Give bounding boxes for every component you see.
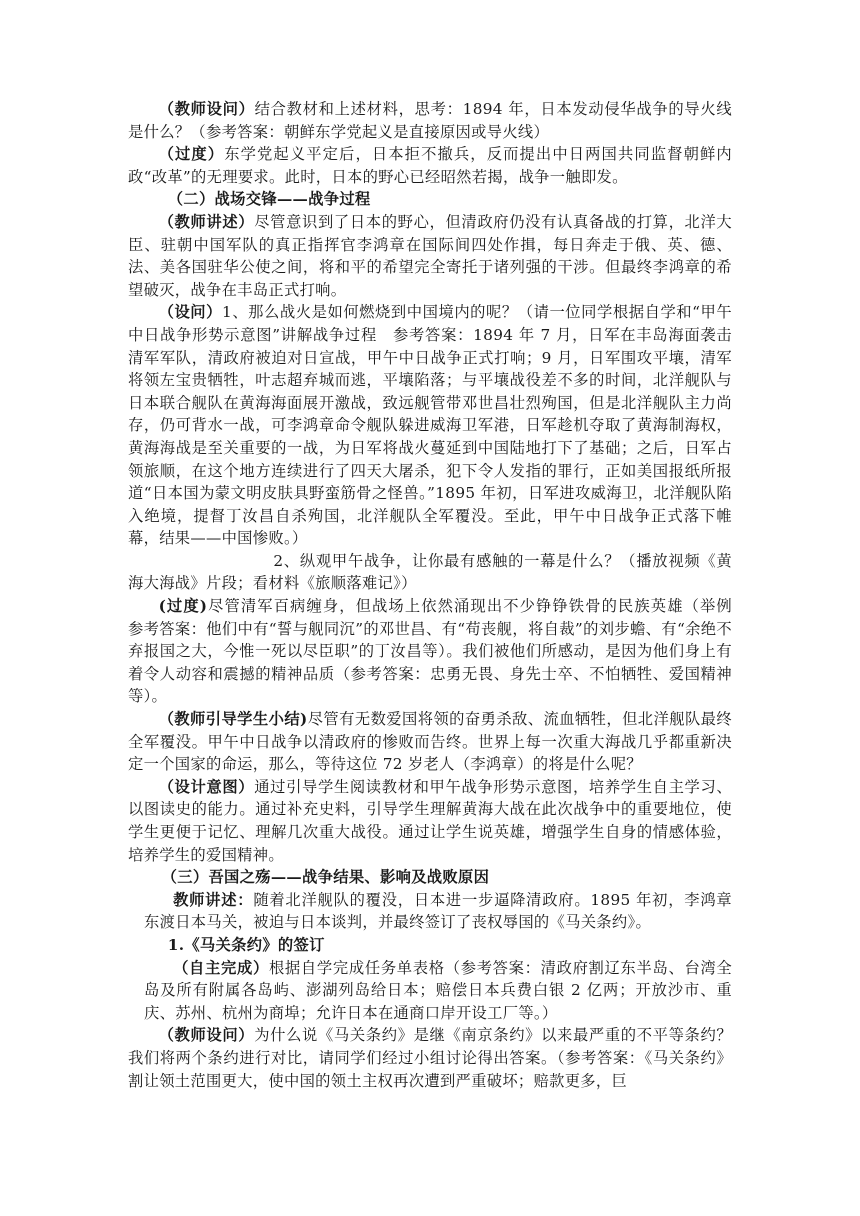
paragraph-text: 结合教材和上述材料，思考：1894 年，日本发动侵华战争的导火线是什么？（参考答案：朝鲜东学党起义是直接原因或导火线） (128, 100, 732, 141)
paragraph-text: 尽管清军百病缠身，但战场上依然涌现出不少铮铮铁骨的民族英雄（举例 参考答案：他们中有“誓与舰同沉”的邓世昌、有“苟丧舰，将自裁”的刘步蟾、有“余绝不弃报国之大，今惟一死以尽臣职”的丁汝昌等）。我们被他们所感动，是因为他们身上有着令人动容和震撼的精神品质（参考答案：忠勇无畏、身先士卒、不怕牺牲、爱国精神等）。 (128, 597, 748, 706)
paragraph-self-study (128, 957, 732, 1025)
paragraph-label: （教师讲述） (158, 212, 255, 231)
paragraph-label: （设计意图） (158, 777, 255, 796)
paragraph-label: （教师设问） (158, 1026, 255, 1045)
paragraph-text: 尽管意识到了日本的野心，但清政府仍没有认真备战的打算，北洋大臣、驻朝中国军队的真正指挥官李鸿章在国际间四处作揖，每日奔走于俄、英、德、法、美各国驻华公使之间，将和平的希望完全寄托于诸列强的干涉。但最终李鸿章的希望破灭，战争在丰岛正式打响。 (128, 212, 732, 299)
paragraph-question-war-process (128, 301, 732, 550)
paragraph-label: (过度) (158, 597, 208, 616)
paragraph-label: （教师引导学生小结) (158, 710, 308, 729)
paragraph-text: 根据自学完成任务单表格（参考答案：清政府割辽东半岛、台湾全岛及所有附属各岛屿、澎湖列岛给日本；赔偿日本兵费白银 2 亿两；开放沙市、重庆、苏州、杭州为商埠；允许日本在通商口岸开设工厂等。） (144, 958, 732, 1022)
paragraph-transition-heroes (128, 595, 748, 708)
subsection-heading-treaty: 1.《马关条约》的签订 (167, 935, 325, 954)
paragraph-text: 随着北洋舰队的覆没，日本进一步逼降清政府。1895 年初，李鸿章东渡日本马关，被迫与日本谈判，并最终签订了丧权辱国的《马关条约》。 (144, 890, 732, 932)
paragraph-text: 为什么说《马关条约》是继《南京条约》以来最严重的不平等条约？我们将两个条约进行对比，请同学们经过小组讨论得出答案。（参考答案：《马关条约》割让领土范围更大，使中国的领土主权再次遭到严重破坏；赔款更多，巨 (128, 1026, 732, 1090)
paragraph-teacher-lecture (128, 211, 732, 301)
paragraph-teacher-lecture-2 (128, 889, 732, 934)
paragraph-teacher-question (128, 98, 732, 143)
paragraph-label: （设问） (158, 303, 223, 322)
paragraph-label: （教师设问） (158, 100, 255, 118)
paragraph-text: 1、那么战火是如何燃烧到中国境内的呢？（请一位同学根据自学和“甲午中日战争形势示意图”讲解战争过程 参考答案：1894 年 7 月，日军在丰岛海面袭击清军军队，清政府被迫对日宣战，甲午中日战争正式打响；9 月，日军围攻平壤，清军将领左宝贵牺牲，叶志超弃城而逃，平壤陷落；与平壤战役差不多的时间，北洋舰队与日本联合舰队在黄海海面展开激战，致远舰管带邓世昌壮烈殉国，但是北洋舰队主力尚存，仍可背水一战，可李鸿章命令舰队躲进威海卫军港，日军趁机夺取了黄海制海权，黄海海战是至关重要的一战，为日军将战火蔓延到中国陆地打下了基础；之后，日军占领旅顺，在这个地方连续进行了四天大屠杀，犯下令人发指的罪行，正如美国报纸所报道“日本国为蒙文明皮肤具野蛮筋骨之怪兽。”1895 年初，日军进攻威海卫，北洋舰队陷入绝境，提督丁汝昌自杀殉国，北洋舰队全军覆没。至此，甲午中日战争正式落下帷幕，结果——中国惨败。） (128, 303, 732, 548)
paragraph-text: 通过引导学生阅读教材和甲午战争形势示意图，培养学生自主学习、以图读史的能力。通过补充史料，引导学生理解黄海大战在此次战争中的重要地位，使学生更便于记忆、理解几次重大战役。通过让学生说英雄，增强学生自身的情感体验，培养学生的爱国精神。 (128, 777, 732, 864)
paragraph-teacher-question-2 (128, 1024, 732, 1092)
paragraph-text: 东学党起义平定后，日本拒不撤兵，反而提出中日两国共同监督朝鲜内政“改革”的无理要求。此时，日本的野心已经昭然若揭，战争一触即发。 (128, 145, 732, 186)
paragraph-text: 2、纵观甲午战争，让你最有感触的一幕是什么？（播放视频《黄海大海战》片段；看材料《旅顺落难记》） (128, 551, 732, 593)
paragraph-summary (128, 708, 732, 776)
paragraph-text: 尽管有无数爱国将领的奋勇杀敌、流血牺牲，但北洋舰队最终全军覆没。甲午中日战争以清政府的惨败而告终。世界上每一次重大海战几乎都重新决定一个国家的命运，那么，等待这位 72 岁老人（李鸿章）的将是什么呢？ (128, 710, 732, 774)
section-heading-result: （三）吾国之殇——战争结果、影响及战败原因 (161, 868, 490, 887)
section-heading-battle: （二）战场交锋——战争过程 (167, 190, 371, 209)
paragraph-question-2 (128, 550, 732, 595)
document-body (128, 98, 748, 1092)
paragraph-design-intent (128, 776, 732, 866)
paragraph-transition (128, 143, 732, 188)
paragraph-label: 教师讲述： (173, 890, 254, 909)
paragraph-label: （自主完成） (173, 958, 269, 977)
paragraph-label: （过度） (158, 145, 225, 164)
